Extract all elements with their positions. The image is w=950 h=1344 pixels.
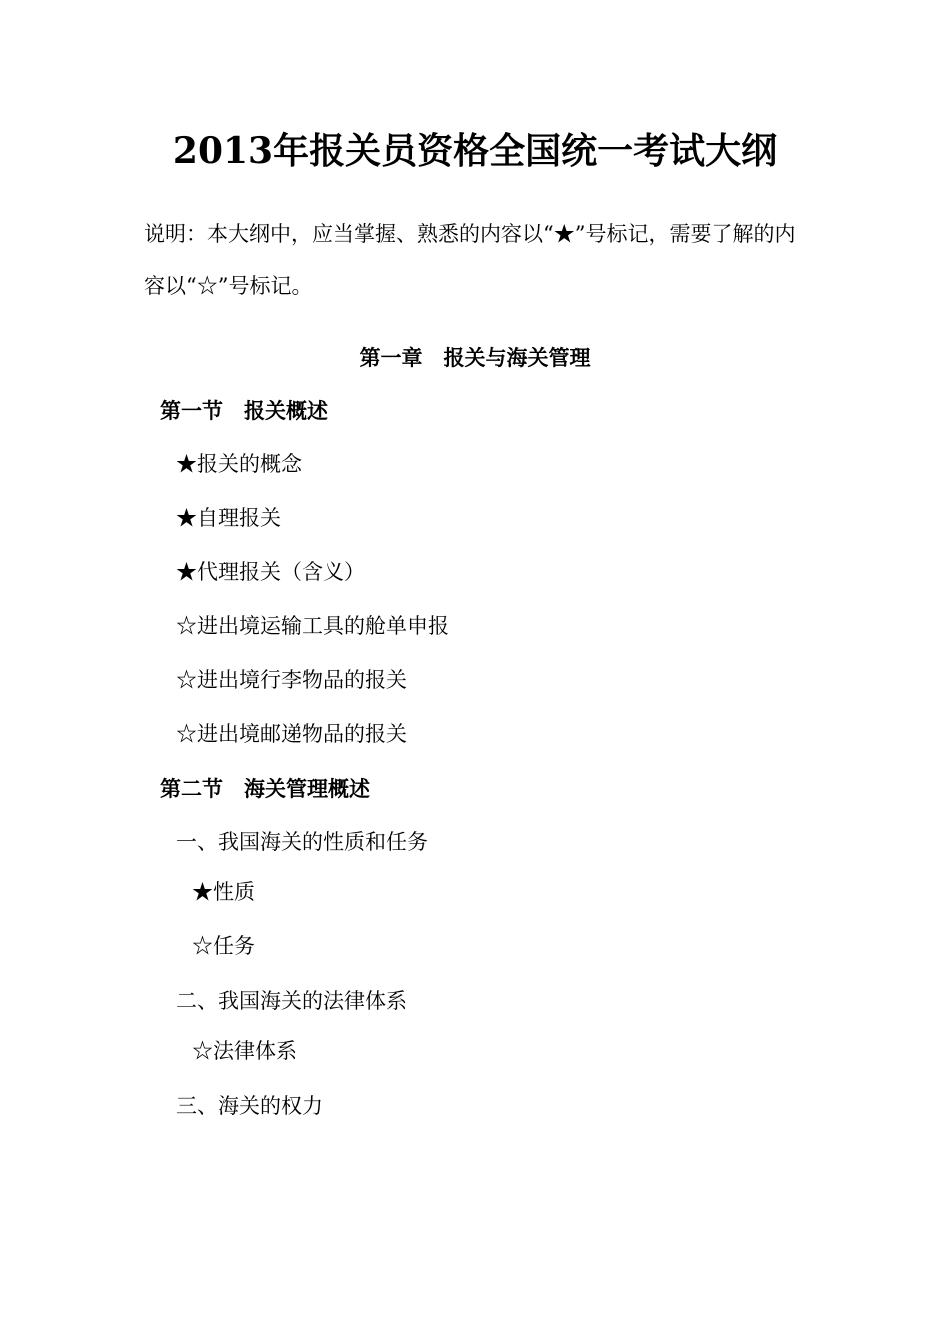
explanation-note: 说明：本大纲中，应当掌握、熟悉的内容以“★”号标记，需要了解的内容以“☆”号标记。 bbox=[144, 222, 796, 298]
outline-item: ★报关的概念 bbox=[176, 452, 302, 476]
chapter-heading: 第一章 报关与海关管理 bbox=[359, 345, 591, 370]
subsection-heading: 三、海关的权力 bbox=[176, 1094, 323, 1118]
outline-item: ★自理报关 bbox=[176, 506, 281, 530]
section-heading: 第一节 报关概述 bbox=[160, 398, 328, 423]
document-title: 2013年报关员资格全国统一考试大纲 bbox=[172, 130, 778, 172]
outline-item: ☆进出境邮递物品的报关 bbox=[176, 722, 407, 746]
subsection-heading: 一、我国海关的性质和任务 bbox=[176, 830, 428, 854]
outline-item: ☆进出境运输工具的舱单申报 bbox=[176, 614, 449, 638]
outline-item: ★代理报关（含义） bbox=[176, 560, 365, 584]
outline-item: ☆法律体系 bbox=[192, 1039, 297, 1063]
section-heading: 第二节 海关管理概述 bbox=[160, 776, 370, 801]
outline-item: ☆进出境行李物品的报关 bbox=[176, 668, 407, 692]
outline-item: ☆任务 bbox=[192, 934, 255, 958]
subsection-heading: 二、我国海关的法律体系 bbox=[176, 989, 407, 1013]
outline-item: ★性质 bbox=[192, 880, 255, 904]
